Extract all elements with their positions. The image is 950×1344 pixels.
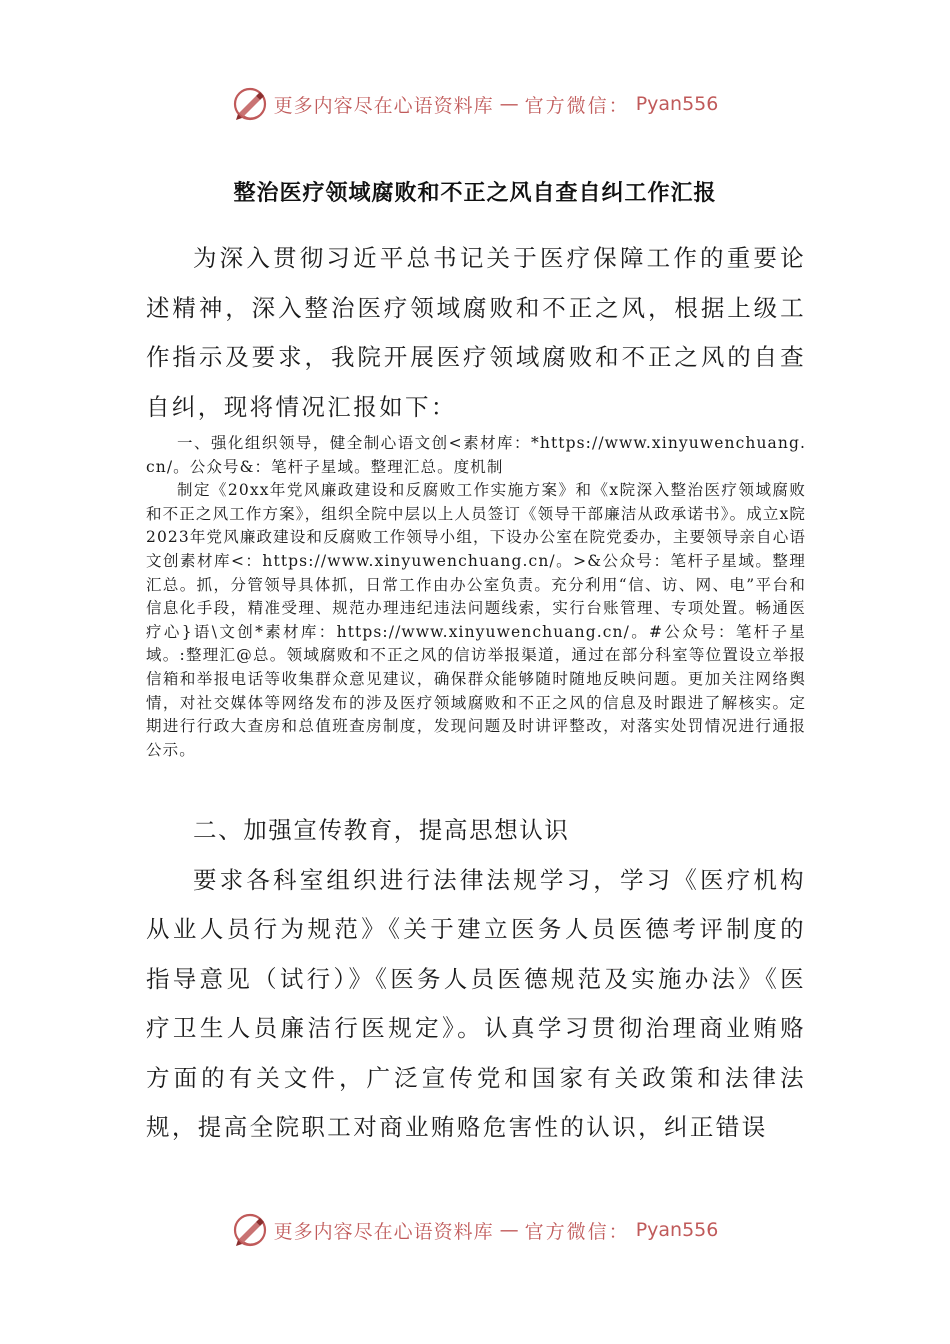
section-2-heading: 二、加强宣传教育，提高思想认识 (193, 816, 570, 844)
document-title: 整治医疗领域腐败和不正之风自查自纠工作汇报 (233, 181, 717, 206)
banner-wechat-label: 官方微信： (524, 94, 630, 117)
header-watermark-banner (0, 84, 950, 124)
section-2-body: 要求各科室组织进行法律法规学习，学习《医疗机构从业人员行为规范》《关于建立医务人员医德考评制度的指导意见（试行）》《医务人员医德规范及实施办法》《医疗卫生人员廉洁行医规定》。认真学习贯彻治理商业贿赂方面的有关文件，广泛宣传党和国家有关政策和法律法规，提高全院职工对商业贿赂危害性的认识，纠正错误 (146, 865, 806, 1141)
document-body (146, 234, 806, 432)
banner-wechat-label: 官方微信： (524, 1220, 630, 1243)
section-2 (146, 806, 806, 1153)
banner-slogan: 更多内容尽在心语资料库 (273, 94, 494, 117)
pen-logo-icon (232, 86, 268, 122)
banner-separator: — (499, 93, 519, 115)
section-1 (146, 432, 806, 762)
section-1-heading: 一、强化组织领导，健全制心语文创<素材库：*https://www.xinyuwenchuang.cn/。公众号&：笔杆子星域。整理汇总。度机制 (146, 434, 806, 476)
banner-wechat-id: Pyan556 (635, 93, 719, 115)
footer-watermark-banner (0, 1210, 950, 1250)
banner-slogan: 更多内容尽在心语资料库 (273, 1220, 494, 1243)
banner-wechat-id: Pyan556 (635, 1219, 719, 1241)
banner-separator: — (499, 1219, 519, 1241)
section-1-body: 制定《20xx年党风廉政建设和反腐败工作实施方案》和《x院深入整治医疗领域腐败和不正之风工作方案》，组织全院中层以上人员签订《领导干部廉洁从政承诺书》。成立x院2023年党风廉政建设和反腐败工作领导小组，下设办公室在院党委办，主要领导亲自心语文创素材库<：https://www.xinyuwenchuang.cn/。>&公众号：笔杆子星域。整理汇总。抓，分管领导具体抓，日常工作由办公室负责。充分利用“信、访、网、电”平台和信息化手段，精准受理、规范办理违纪违法问题线索，实行台账管理、专项处置。畅通医疗心}语\文创*素材库：https://www.xinyuwenchuang.cn/。#公众号：笔杆子星域。:整理汇@总。领域腐败和不正之风的信访举报渠道，通过在部分科室等位置设立举报信箱和举报电话等收集群众意见建议，确保群众能够随时随地反映问题。更加关注网络舆情，对社交媒体等网络发布的涉及医疗领域腐败和不正之风的信息及时跟进了解核实。定期进行行政大查房和总值班查房制度，发现问题及时讲评整改，对落实处罚情况进行通报公示。 (146, 481, 806, 759)
pen-logo-icon (232, 1212, 268, 1248)
intro-paragraph: 为深入贯彻习近平总书记关于医疗保障工作的重要论述精神，深入整治医疗领域腐败和不正之风，根据上级工作指示及要求，我院开展医疗领域腐败和不正之风的自查自纠，现将情况汇报如下： (146, 244, 806, 421)
